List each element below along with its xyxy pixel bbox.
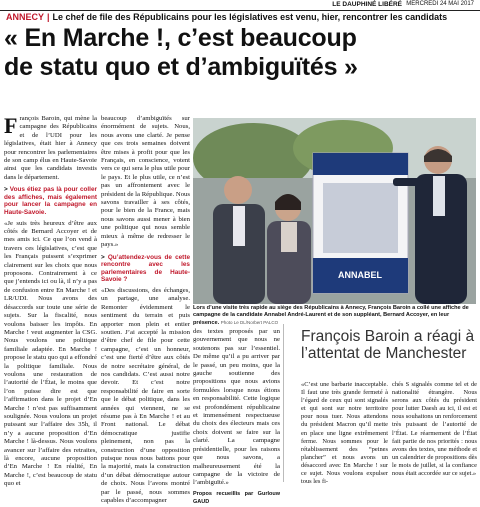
drop-cap: F [4, 113, 18, 138]
photo-credit: Photo Le DL/Norbert PALCO [220, 320, 279, 325]
kicker-location: ANNECY [6, 12, 45, 22]
masthead [0, 0, 480, 10]
answer-2: «Des discussions, des échanges, un partage, une analyse. Remonter évidemment le sentiment du terrain et puis apporter mon plein et entier soutien. J’ai accepté la mission d’être chef de file pour cette campagne, c’est un honneur, c’est une fierté d’être aux côtés de notre secrétaire général, de nos candidats. C’est aussi notre devoir. Et c’est notre responsabilité de faire en sorte que le débat politique, dans les années qui viennent, ne se résume pas à En Marche ! et au Front national. Le débat démocratique justifie pleinement, non pas la construction d’une opposition puisque nous nous battons pour la majorité, mais la construction d’un débat démocratique autour de choix. Nous l’avons montré par le passé, nous sommes capables d’accompagner [101, 286, 190, 505]
issue-date: MERCREDI 24 MAI 2017 [406, 1, 474, 7]
answer-2-cont: des textes proposés par un gouvernement que nous ne soutenons pas sur l’essentiel. De même qu’il a pu arriver par le passé, un peu moins, que la gauche soutienne des propositions que nous avions formulées lorsque nous étions en responsabilité. Cette logique est profondément républicaine et immensément respectueuse du choix des électeurs mais ces choix doivent se faire sur la clarté. La campagne présidentielle, pour les raisons que nous savons, a malheureusement été la campagne de la victoire de l’ambiguïté.» [193, 328, 280, 487]
headline [4, 24, 478, 82]
question-2 [101, 254, 190, 284]
question-2-text: Qu’attendez-vous de cette rencontre avec les parlementaires de Haute-Savoie ? [101, 253, 190, 284]
question-marker: > [101, 253, 108, 261]
byline: Propos recueillis par Gurlouw GAUD [193, 490, 280, 506]
photo-illustration [193, 118, 476, 304]
kicker-text: Le chef de file des Républicains pour les législatives est venu, hier, rencontrer les candidats [52, 12, 448, 22]
sidebar-box [283, 324, 477, 486]
kicker [6, 12, 447, 22]
question-1-text: Vous étiez pas là pour coller des affiches, mais également pour lancer la campagne en Haute-Savoie. [4, 186, 98, 217]
question-1 [4, 186, 97, 216]
article-column-2 [101, 115, 190, 505]
article-column-1 [4, 115, 97, 489]
headline-line-2: de statu quo et d’ambiguïtés » [4, 53, 358, 81]
article-column-3 [193, 328, 280, 507]
newspaper-title: LE DAUPHINÉ LIBÉRÉ [332, 1, 402, 8]
masthead-rule [0, 10, 480, 11]
answer-1-cont: beaucoup d’ambiguïtés sur énormément de sujets. Nous, nous avons une clarté. Je pense que ces trois semaines doivent être mises à profit pour que les Français, en conscience, votent vers ce qui sera le plus utile pour le pays. Et le plus utile, ce n’est pas un affrontement avec le président de la République. Nous savons travailler à ses côtés, pour le bien de la France, mais nous savons aussi mener à bien une politique qui nous semble mieux à même de redresser le pays.» [101, 115, 190, 249]
campaign-poster [313, 153, 408, 293]
poster-label: ANNABEL [338, 270, 382, 280]
caption-text: Lors d’une visite très rapide au siège des Républicains à Annecy, François Baroin a collé une affiche de campagne de la candidate Annabel André-Laurent et de son suppléant, Bernard Accoyer, en leur présence. [193, 305, 469, 326]
question-marker: > [4, 186, 10, 194]
headline-line-1: « En Marche !, c’est beaucoup [4, 24, 357, 52]
sidebar-column-1: «C’est une barbarie inacceptable. Il faut une très grande fermeté à l’égard de ceux qui sont signalés et qui sont sur notre territoire pour nous tuer. Nous attendons du président Macron qu’il mette en place une ligne extrêmement ferme. Nous sommes pour le rétablissement des “peines plancher” et nous avons un désaccord avec En Marche ! sur ce sujet. Nous voulons expulser tous les fi- [301, 381, 388, 486]
article-photo [193, 118, 476, 304]
sidebar-title: François Baroin a réagi à l’attentat de Manchester [301, 328, 475, 362]
sidebar-column-2: chés S signalés comme tel et de nationalité étrangère. Nous serons aux côtés du président pour lutter Daesh au ici, il est et nous souhaitons un renforcement très puissant de l’autorité de l’État. Le réarmement de l’État fait partie de nos priorités : nous avons des textes, une méthode et un calendrier de propositions dès le mois de juillet, si la confiance nous était accordée sur ce sujet.» [392, 381, 477, 478]
article-lead [4, 115, 97, 182]
lead-text: rançois Baroin, qui mène la campagne des Républicains et de l’UDI pour les législatives, était hier à Annecy pour rencontrer les parlementaires de son camp élus en Haute-Savoie ainsi que les candidats investis dans le département. [4, 115, 97, 181]
kicker-separator: | [47, 12, 50, 22]
answer-1: «Je suis très heureux d’être aux côtés de Bernard Accoyer et de mes amis ici. Ce que l’on vend à travers ces législatives, c’est que les Français puissent s’exprimer clairement sur les choix que nous proposons. Contrairement à ce que j’entends ici ou là, il n’y a pas de confusion entre En Marche ! et LR/UDI. Nous avons des désaccords sur toute une série de sujets. Sur la fiscalité, nous voulons baisser les impôts. En Marche ! veut augmenter la CSG. Nous voulons une politique familiale adaptée. En Marche ! propose le statu quo qui a effondré la politique familiale. Nous voulons une restauration de l’autorité de l’État, le moins que l’on puisse dire est que l’affirmation dans le projet d’En Marche ! n’est pas suffisamment soulignée. Nous voulons un projet puissant sur l’affaire des 35h, il n’y a aucune proposition d’En Marche ! là-dessus. Nous voulons avancer sur l’affaire des retraites, là encore, aucune proposition d’En Marche ! En réalité, En Marche !, c’est beaucoup de statu quo et [4, 219, 97, 488]
